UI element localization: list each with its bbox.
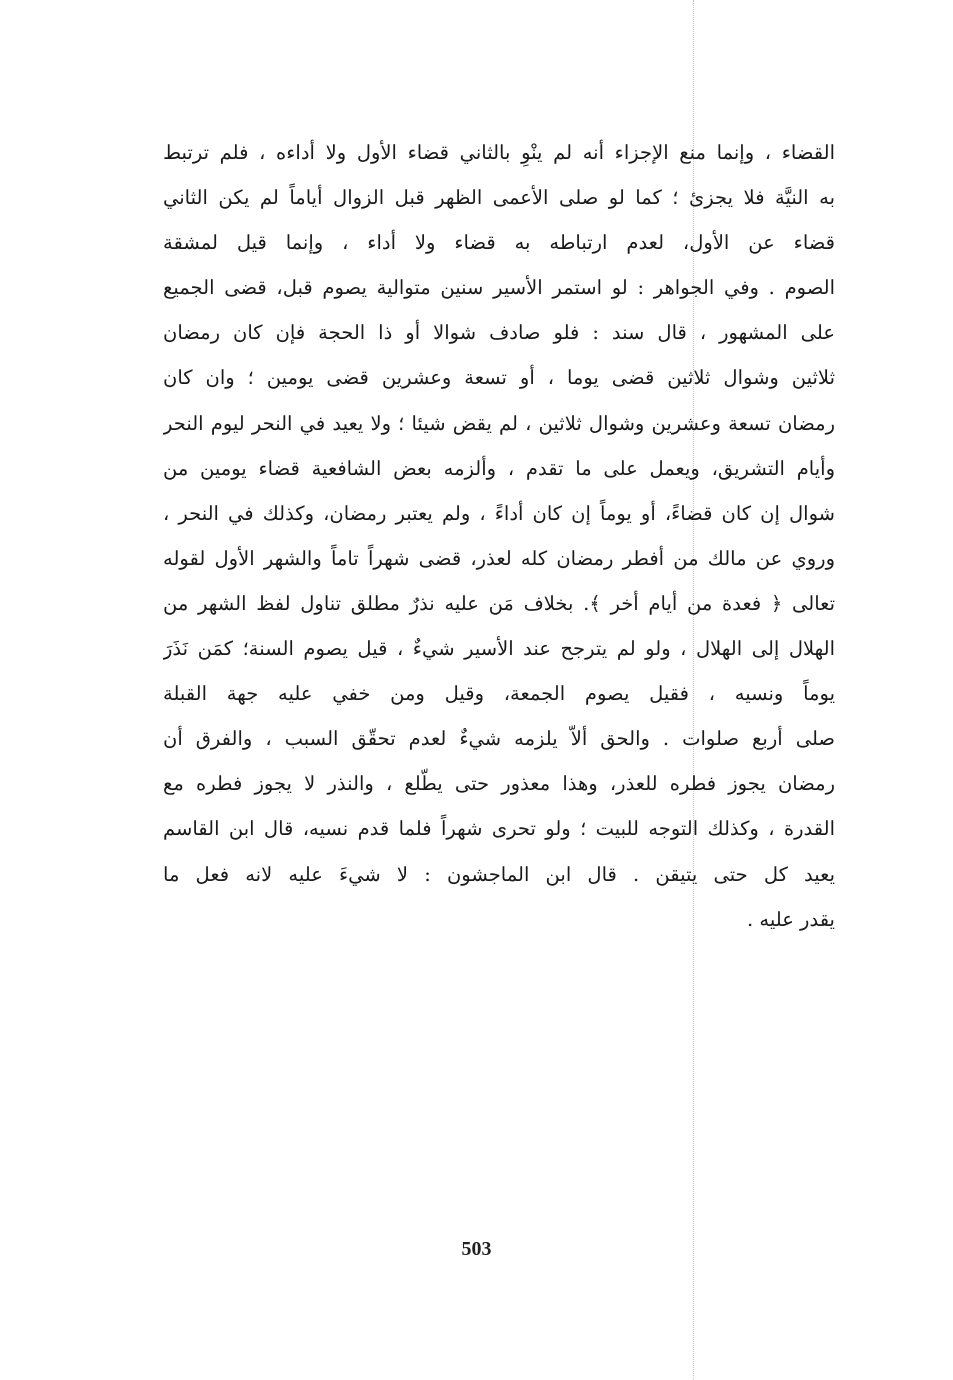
text-line: الصوم . وفي الجواهر : لو استمر الأسير سنين متوالية يصوم قبل، قضى الجميع	[163, 276, 835, 300]
text-line: يوماً ونسيه ، فقيل يصوم الجمعة، وقيل ومن خفي عليه جهة القبلة	[163, 682, 835, 706]
text-line: الهلال إلى الهلال ، ولو لم يترجح عند الأسير شيءٌ ، قيل يصوم السنة؛ كمَن نَذَرَ	[163, 637, 835, 661]
text-line: قضاء عن الأول، لعدم ارتباطه به قضاء ولا أداء ، وإنما قيل لمشقة	[163, 231, 835, 255]
text-line: القضاء ، وإنما منع الإجزاء أنه لم ينْوِ بالثاني قضاء الأول ولا أداءه ، فلم ترتبط	[163, 141, 835, 164]
text-line: وروي عن مالك من أفطر رمضان كله لعذر، قضى شهراً تاماً والشهر الأول لقوله	[163, 546, 835, 570]
text-line: صلى أربع صلوات . والحق ألاّ يلزمه شيءٌ لعدم تحقّق السبب ، والفرق أن	[163, 727, 835, 751]
body-text	[163, 130, 835, 942]
text-line: وأيام التشريق، ويعمل على ما تقدم ، وألزمه بعض الشافعية قضاء يومين من	[163, 456, 835, 480]
text-line-last: يقدر عليه .	[747, 907, 835, 931]
text-line: ثلاثين وشوال ثلاثين قضى يوما ، أو تسعة وعشرين قضى يومين ؛ وان كان	[163, 366, 835, 390]
text-line: القدرة ، وكذلك التوجه للبيت ؛ ولو تحرى شهراً فلما قدم نسيه، قال ابن القاسم	[163, 817, 835, 841]
text-line: رمضان يجوز فطره للعذر، وهذا معذور حتى يطّلع ، والنذر لا يجوز فطره مع	[163, 772, 835, 796]
text-line: رمضان تسعة وعشرين وشوال ثلاثين ، لم يقض شيئا ؛ ولا يعيد في النحر ليوم النحر	[163, 411, 835, 435]
text-line: تعالى ﴿ فعدة من أيام أخر ﴾. بخلاف مَن عليه نذرٌ مطلق تناول لفظ الشهر من	[163, 591, 835, 615]
text-line: يعيد كل حتى يتيقن . قال ابن الماجشون : لا شيءَ عليه لانه فعل ما	[163, 862, 835, 886]
text-line: على المشهور ، قال سند : فلو صادف شوالا أو ذا الحجة فإن كان رمضان	[163, 321, 835, 345]
page-number: 503	[461, 1238, 492, 1260]
text-line: شوال إن كان قضاءً، أو يوماً إن كان أداءً ، ولم يعتبر رمضان، وكذلك في النحر ،	[163, 501, 835, 525]
text-line: به النيَّة فلا يجزئ ؛ كما لو صلى الأعمى الظهر قبل الزوال أياماً لم يكن الثاني	[163, 186, 835, 210]
